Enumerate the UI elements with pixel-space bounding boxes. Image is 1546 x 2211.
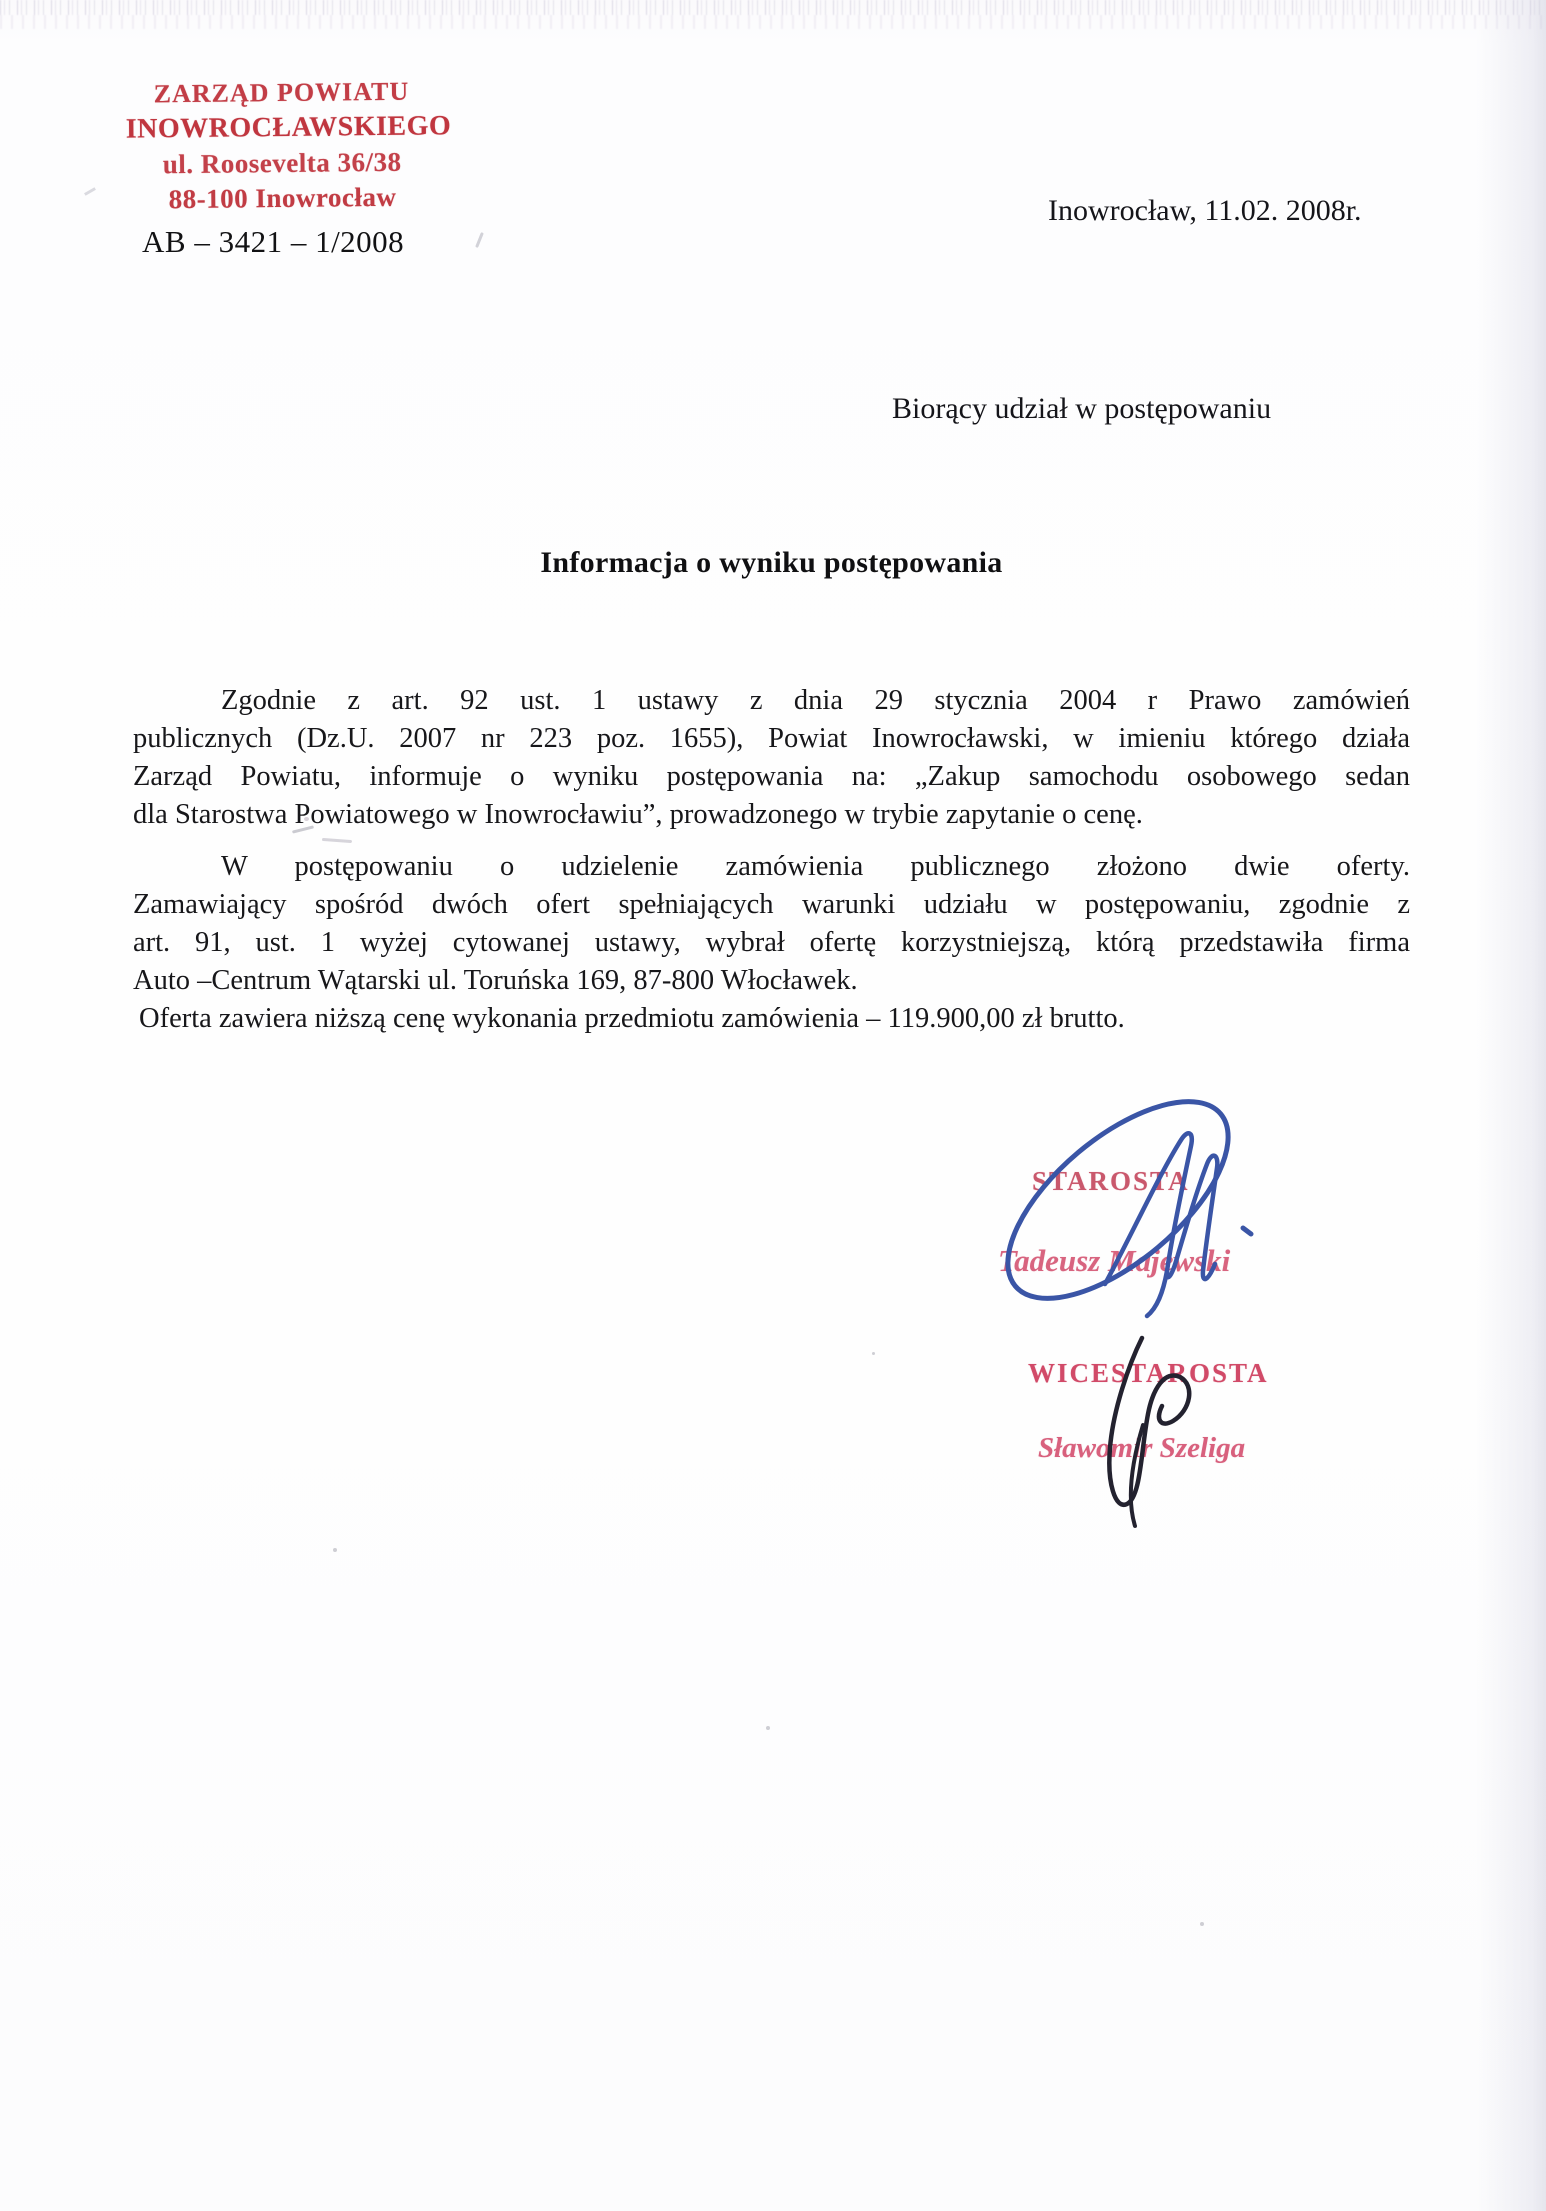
starosta-pen-signature [985,1088,1290,1323]
wicestarosta-title-stamp: WICESTAROSTA [1028,1358,1269,1388]
stamp-line-street: ul. Roosevelta 36/38 [162,146,402,180]
paragraph-line: art. 91, ust. 1 wyżej cytowanej ustawy, wybrał ofertę korzystniejszą, którą przedstawiła firma [133,927,1410,958]
body-paragraph [133,1000,1410,1038]
scan-edge-shading [1476,0,1546,2211]
stamp-line-org-1: ZARZĄD POWIATU [153,76,410,109]
paragraph-line: dla Starostwa Powiatowego w Inowrocławiu”, prowadzonego w trybie zapytanie o cenę. [133,799,1143,830]
reference-number: AB – 3421 – 1/2008 [142,224,405,259]
paragraph-line: Zarząd Powiatu, informuje o wyniku postępowania na: „Zakup samochodu osobowego sedan [133,761,1410,792]
paragraph-line: publicznych (Dz.U. 2007 nr 223 poz. 1655), Powiat Inowrocławski, w imieniu którego działa [133,723,1410,754]
body-paragraph [133,682,1410,834]
stamp-line-city: 88-100 Inowrocław [168,181,397,215]
addressee-line: Biorący udział w postępowaniu [892,392,1272,425]
dust-speck [1200,1922,1204,1926]
scan-noise-band [0,0,1546,15]
paragraph-line: Oferta zawiera niższą cenę wykonania przedmiotu zamówienia – 119.900,00 zł brutto. [139,1003,1125,1034]
dust-speck [766,1726,770,1730]
dateline: Inowrocław, 11.02. 2008r. [1048,194,1362,227]
scan-noise-band-2 [0,15,1546,29]
body-paragraph [133,848,1410,1000]
paragraph-line: Zgodnie z art. 92 ust. 1 ustawy z dnia 29 stycznia 2004 r Prawo zamówień [221,685,1410,716]
organization-stamp [125,74,452,217]
paragraph-line: W postępowaniu o udzielenie zamówienia publicznego złożono dwie oferty. [221,851,1410,882]
stray-mark [84,187,96,196]
paragraph-line: Zamawiający spośród dwóch ofert spełniających warunki udziału w postępowaniu, zgodnie z [133,889,1410,920]
starosta-title-stamp: STAROSTA [1032,1166,1190,1196]
document-title: Informacja o wyniku postępowania [540,546,1003,579]
dust-speck [872,1352,875,1355]
wicestarosta-name-stamp: Sławomir Szeliga [1038,1432,1246,1464]
paragraph-line: Auto –Centrum Wątarski ul. Toruńska 169, 87-800 Włocławek. [133,965,858,996]
stamp-line-org-2: INOWROCŁAWSKIEGO [125,110,452,145]
stray-mark [475,232,484,248]
starosta-name-stamp: Tadeusz Majewski [998,1243,1231,1278]
dust-speck [333,1548,337,1552]
letter-body [133,682,1410,1038]
